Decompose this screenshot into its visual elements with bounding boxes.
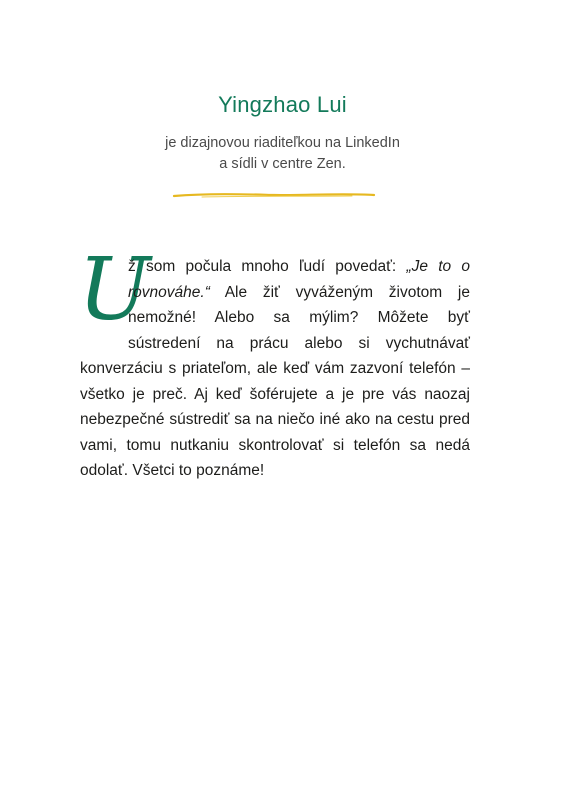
decorative-divider: [172, 190, 376, 200]
article-paragraph: [78, 240, 470, 484]
article-text-part-1: ž som počula mnoho ľudí povedať:: [128, 258, 407, 275]
article-text-part-2: Ale žiť vyváženým životom je nemožné! Alebo sa mýlim? Môžete byť sústredení na prácu alebo si vychutnávať konverzáciu s priateľom, ale keď vám zazvoní telefón – všetko je preč. Aj keď šoférujete a je pre vás naozaj nebezpečné sústrediť sa na niečo iné ako na cestu pred vami, tomu nutkaniu skontrolovať si telefón sa nedá odolať. Všetci to poznáme!: [80, 283, 470, 479]
author-bio-line-2: a sídli v centre Zen.: [219, 156, 346, 172]
divider-stroke-thin: [202, 196, 352, 197]
author-name: Yingzhao Lui: [218, 92, 347, 117]
author-bio-line-1: je dizajnovou riaditeľkou na LinkedIn: [165, 135, 400, 151]
drop-cap: U: [78, 240, 151, 340]
author-bio: [0, 133, 565, 175]
article-quote: „Je to o rovnováhe.“: [128, 258, 470, 301]
